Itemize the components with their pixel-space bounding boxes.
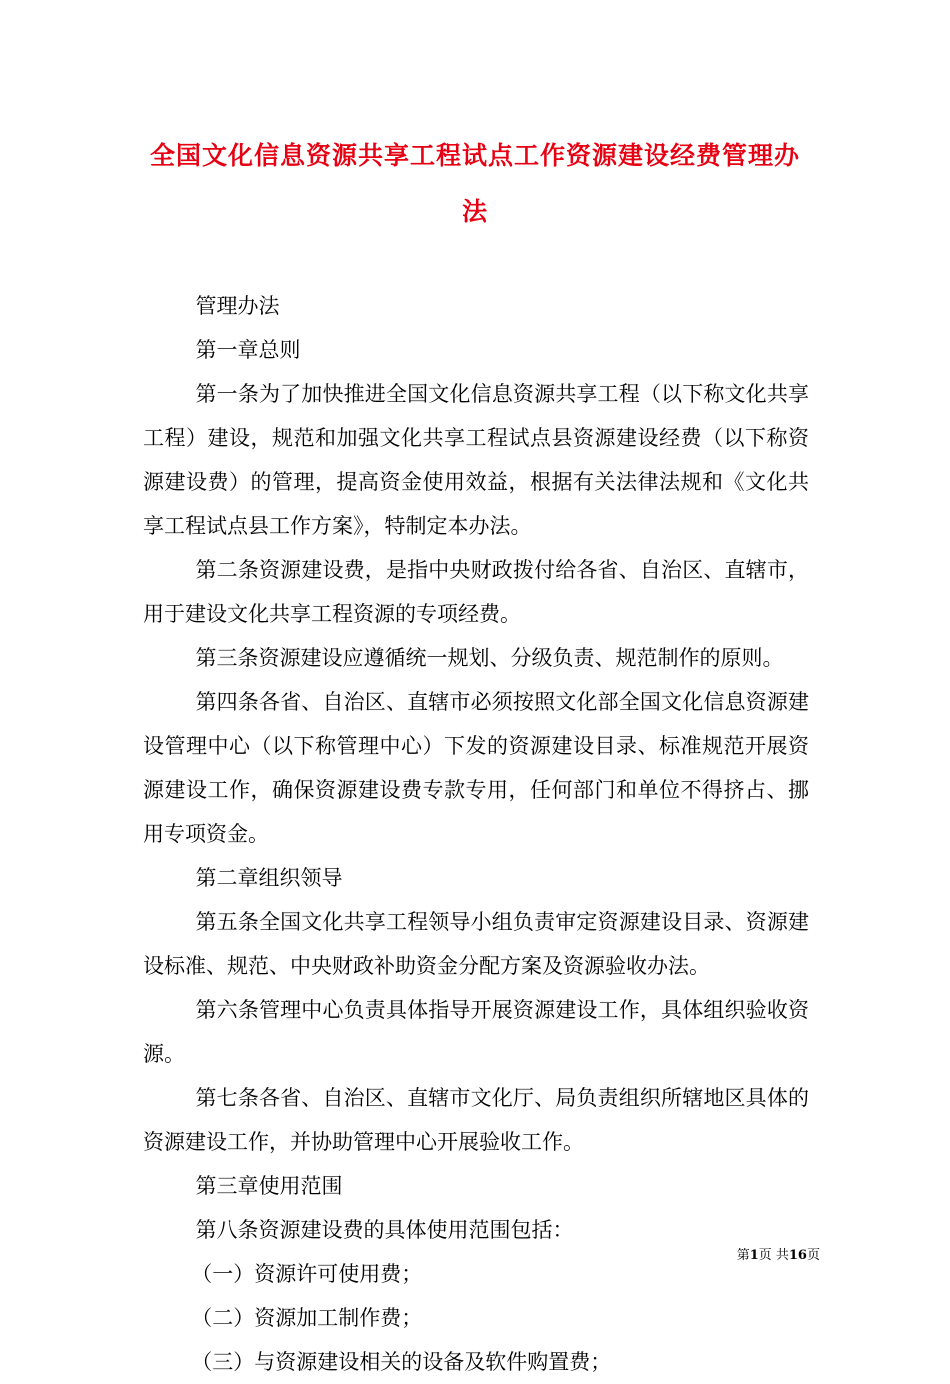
document-body <box>143 284 809 1384</box>
article-paragraph: 第三条资源建设应遵循统一规划、分级负责、规范制作的原则。 <box>195 646 784 670</box>
page-footer <box>690 1246 820 1266</box>
chapter-heading: 第一章总则 <box>195 338 301 362</box>
footer-middle: 页 共 <box>758 1248 789 1263</box>
list-item: （一）资源许可使用费； <box>191 1262 423 1286</box>
title-line-2: 法 <box>461 197 488 226</box>
article-paragraph: 第一条为了加快推进全国文化信息资源共享工程（以下称文化共享工程）建设，规范和加强文化共享工程试点县资源建设经费（以下称资源建设费）的管理，提高资金使用效益，根据有关法律法规和《文化共享工程试点县工作方案》，特制定本办法。 <box>143 382 809 538</box>
article-paragraph: 第八条资源建设费的具体使用范围包括： <box>195 1218 574 1242</box>
article-paragraph: 第六条管理中心负责具体指导开展资源建设工作，具体组织验收资源。 <box>143 998 809 1066</box>
chapter-heading: 第三章使用范围 <box>195 1174 343 1198</box>
article-paragraph: 第四条各省、自治区、直辖市必须按照文化部全国文化信息资源建设管理中心（以下称管理中心）下发的资源建设目录、标准规范开展资源建设工作，确保资源建设费专款专用，任何部门和单位不得挤占、挪用专项资金。 <box>143 690 809 846</box>
footer-current-page: 1 <box>749 1248 759 1263</box>
section-heading: 管理办法 <box>195 294 280 318</box>
article-paragraph: 第五条全国文化共享工程领导小组负责审定资源建设目录、资源建设标准、规范、中央财政补助资金分配方案及资源验收办法。 <box>143 910 809 978</box>
document-title <box>140 128 810 240</box>
article-paragraph: 第七条各省、自治区、直辖市文化厅、局负责组织所辖地区具体的资源建设工作，并协助管理中心开展验收工作。 <box>143 1086 809 1154</box>
list-item: （三）与资源建设相关的设备及软件购置费； <box>191 1350 612 1374</box>
footer-suffix: 页 <box>806 1248 820 1263</box>
title-line-1: 全国文化信息资源共享工程试点工作资源建设经费管理办 <box>149 141 800 170</box>
chapter-heading: 第二章组织领导 <box>195 866 343 890</box>
footer-total-pages: 16 <box>788 1248 807 1263</box>
footer-prefix: 第 <box>736 1248 750 1263</box>
article-paragraph: 第二条资源建设费，是指中央财政拨付给各省、自治区、直辖市，用于建设文化共享工程资源的专项经费。 <box>143 558 809 626</box>
list-item: （二）资源加工制作费； <box>191 1306 423 1330</box>
